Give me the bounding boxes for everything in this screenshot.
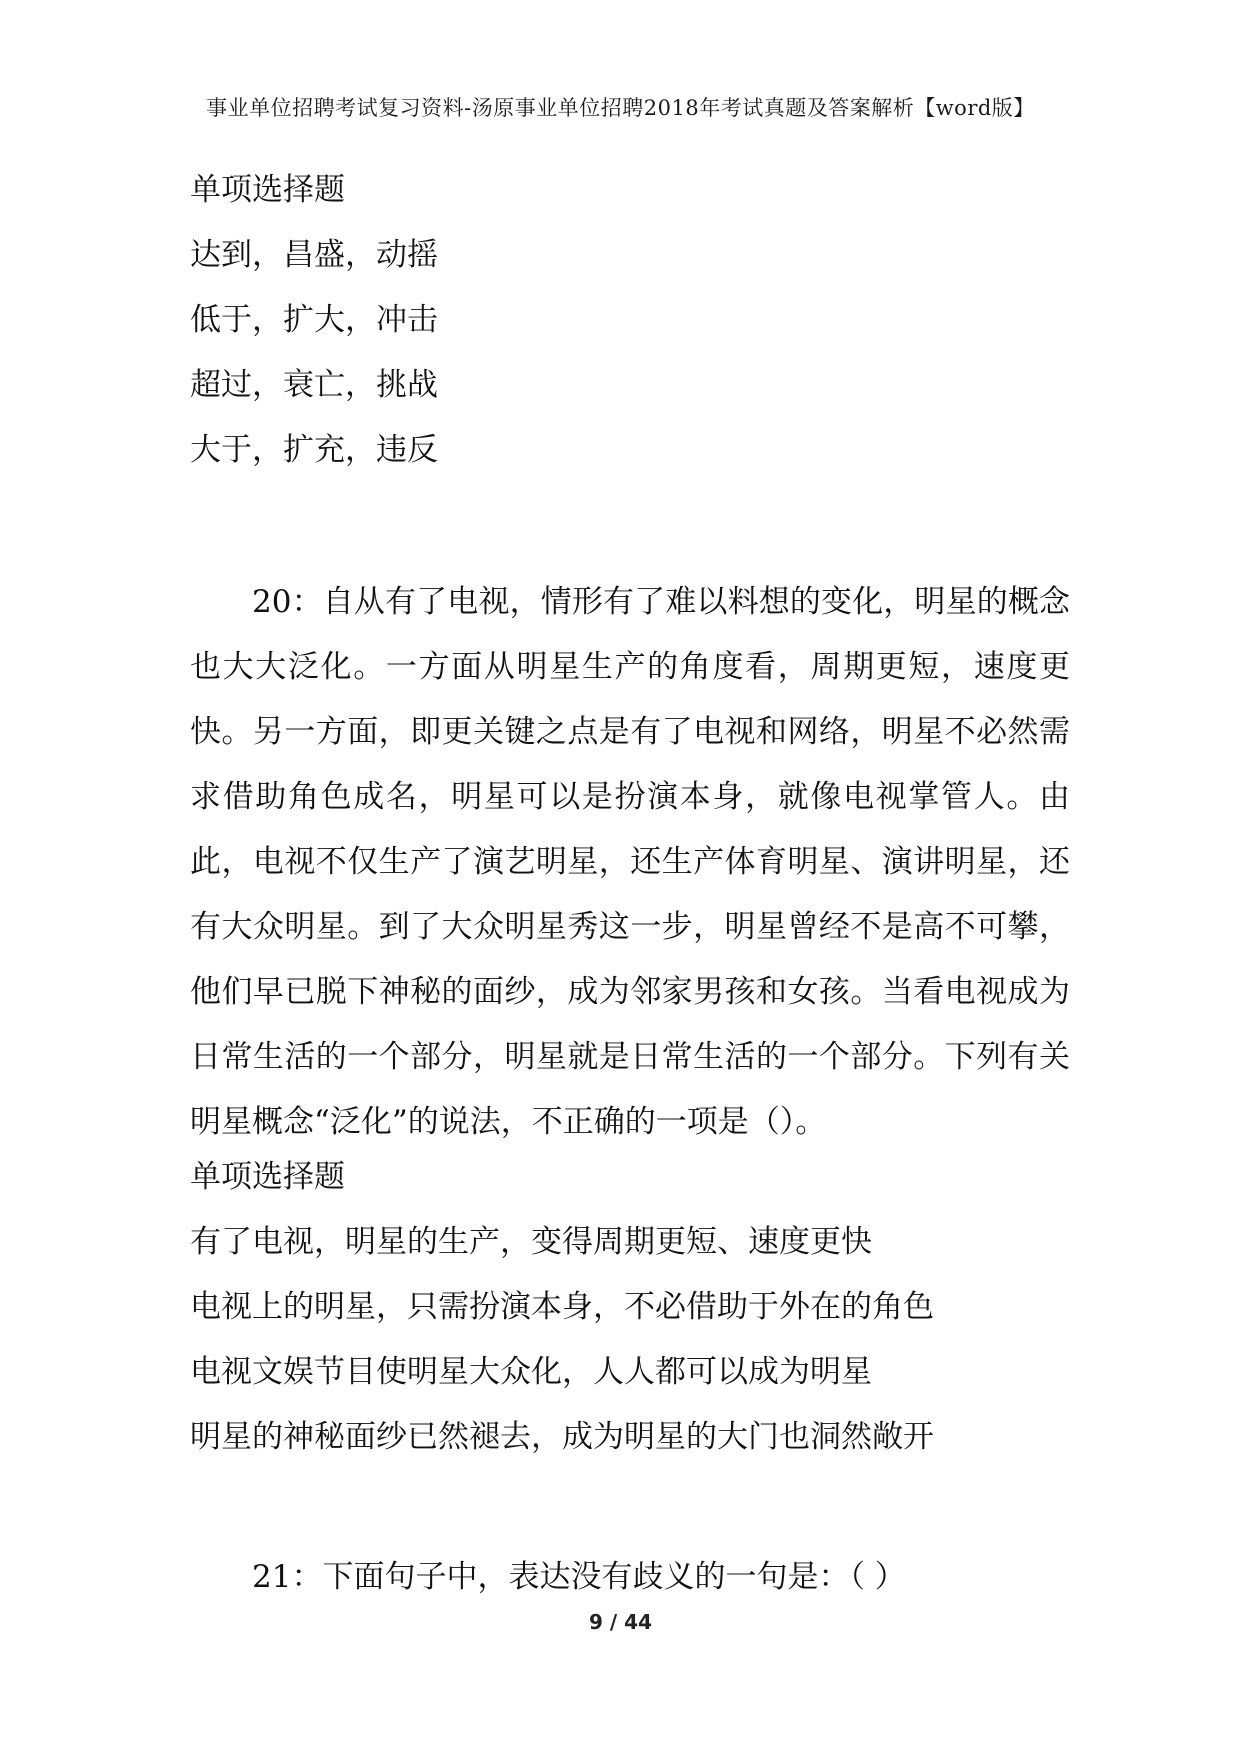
option-b: 低于，扩大，冲击 (190, 302, 438, 338)
document-header: 事业单位招聘考试复习资料-汤原事业单位招聘2018年考试真题及答案解析【word版】 (206, 96, 1035, 120)
spacer (190, 1480, 1070, 1555)
option-d: 明星的神秘面纱已然褪去，成为明星的大门也洞然敞开 (190, 1419, 934, 1455)
spacer (190, 493, 1070, 568)
page-number: 9 / 44 (589, 1610, 652, 1634)
question-type-label: 单项选择题 (190, 172, 345, 208)
option-c: 电视文娱节目使明星大众化，人人都可以成为明星 (190, 1354, 872, 1390)
option-a: 有了电视，明星的生产，变得周期更短、速度更快 (190, 1224, 872, 1260)
option-a: 达到，昌盛，动摇 (190, 237, 438, 273)
option-b: 电视上的明星，只需扮演本身，不必借助于外在的角色 (190, 1289, 934, 1325)
question-21-stem: 21：下面句子中，表达没有歧义的一句是：（ ） (252, 1559, 906, 1595)
question-20-stem: 20：自从有了电视，情形有了难以料想的变化，明星的概念也大大泛化。一方面从明星生产的角度看，周期更短，速度更快。另一方面，即更关键之点是有了电视和网络，明星不必然需求借助角色成名，明星可以是扮演本身，就像电视掌管人。由此，电视不仅生产了演艺明星，还生产体育明星、演讲明星，还有大众明星。到了大众明星秀这一步，明星曾经不是高不可攀，他们早已脱下神秘的面纱，成为邻家男孩和女孩。当看电视成为日常生活的一个部分，明星就是日常生活的一个部分。下列有关明星概念“泛化”的说法，不正确的一项是（）。 (190, 584, 1070, 1140)
option-c: 超过，衰亡，挑战 (190, 367, 438, 403)
question-type-label: 单项选择题 (190, 1159, 345, 1195)
page-content (190, 168, 1070, 1599)
option-d: 大于，扩充，违反 (190, 432, 438, 468)
